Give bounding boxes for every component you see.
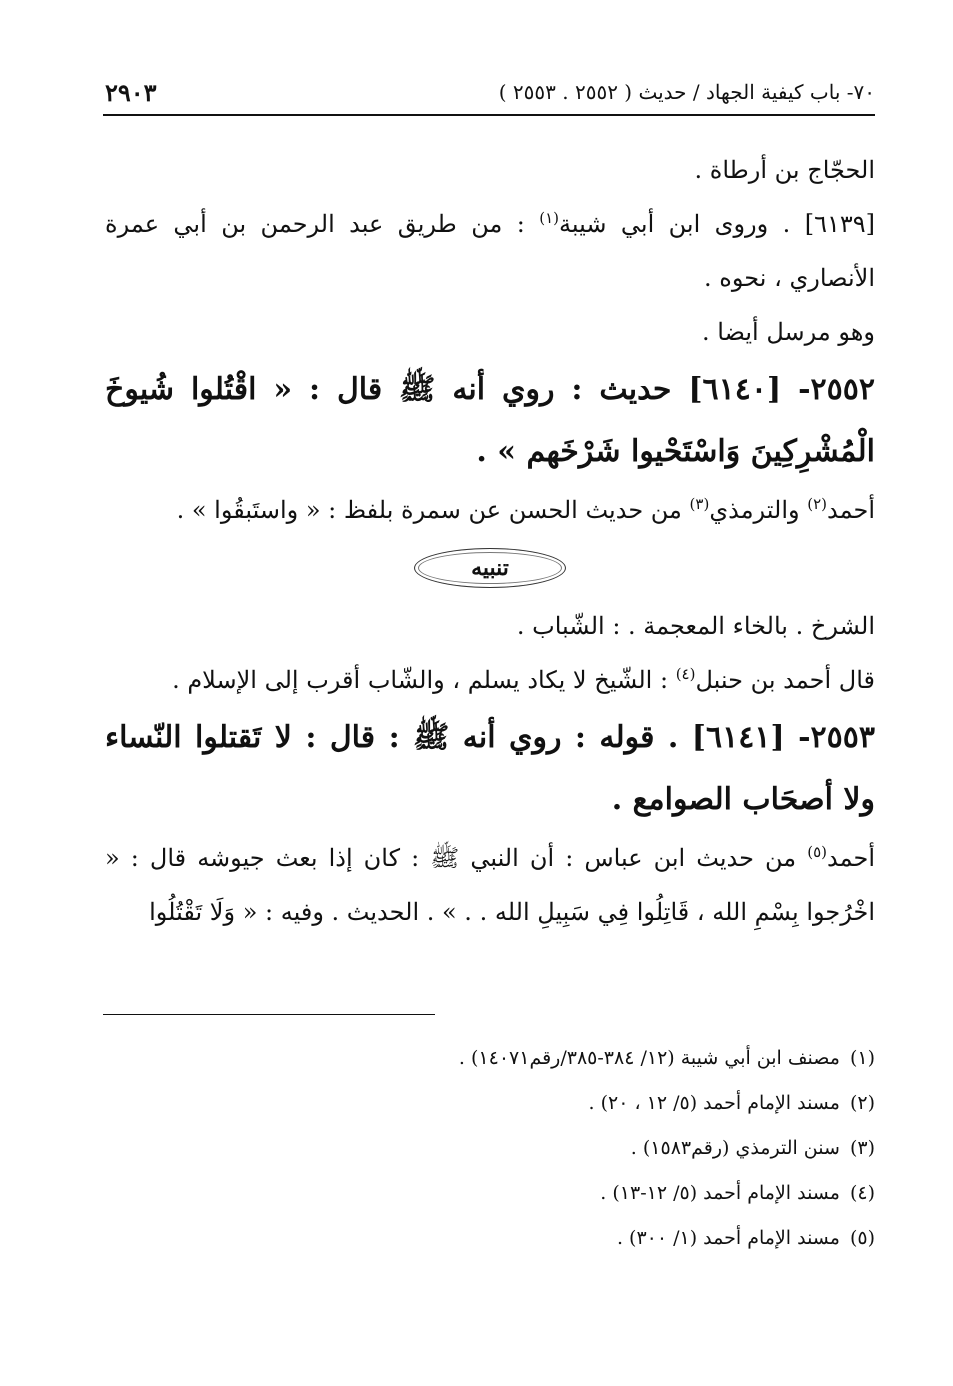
hadith-heading: ٢٥٥٣- [٦١٤١] . قوله : روي أنه ﷺ : قال : لا تَقتلوا النّساء ولا أصحَاب الصوامع . [105, 720, 875, 817]
running-title: ٧٠- باب كيفية الجهاد / حديث ( ٢٥٥٢ . ٢٥٥٣ ) [498, 80, 875, 104]
footnote: (١)مصنف ابن أبي شيبة (١٢/ ٣٨٤-٣٨٥/رقم١٤٠٧١) . [458, 1047, 875, 1069]
notice-label: تنبيه [414, 548, 566, 588]
page-header [105, 72, 875, 112]
main-text [105, 143, 875, 939]
footnote-ref[interactable]: (١) [539, 209, 560, 227]
paragraph: وهو مرسل أيضا . [701, 318, 875, 346]
footnote: (٣)سنن الترمذي (رقم١٥٨٣) . [630, 1137, 875, 1159]
footnote-ref[interactable]: (٥) [807, 843, 828, 861]
footnote-ref[interactable]: (٤) [675, 665, 696, 683]
footnote-ref[interactable]: (٣) [689, 495, 710, 513]
footnote-ref[interactable]: (٢) [807, 495, 828, 513]
paragraph: الشرخ . بالخاء المعجمة . : الشّباب . [516, 612, 875, 640]
footnote: (٤)مسند الإمام أحمد (٥/ ١٢-١٣) . [600, 1182, 875, 1204]
page-number: ٢٩٠٣ [105, 77, 157, 107]
footnote-rule [103, 1014, 435, 1015]
header-rule [103, 114, 875, 116]
footnote: (٥)مسند الإمام أحمد (١/ ٣٠٠) . [616, 1227, 875, 1249]
hadith-heading: ٢٥٥٢- [٦١٤٠] حديث : روي أنه ﷺ قال : « اقْتُلوا شُيوخَ الْمُشْرِكِينَ وَاسْتَحْيوا شَرْخَهم » . [105, 372, 875, 469]
paragraph: أحمد$^{(٢)}$ والترمذي$^{(٣)}$ من حديث الحسن عن سمرة بلفظ : « واستَبقُوا » . [176, 495, 875, 524]
paragraph: أحمد$^{(٥)}$ من حديث ابن عباس : أن النبي ﷺ : كان إذا بعث جيوشه قال : « اخْرُجوا بِسْمِ الله ، قَاتِلُوا فِي سَبِيلِ الله . . » . الحديث . وفيه : « وَلَا تَقْتُلُوا [105, 843, 875, 926]
paragraph: [٦١٣٩] . وروى ابن أبي شيبة$^{(١)}$ : من طريق عبد الرحمن بن أبي عمرة الأنصاري ، نحوه . [105, 209, 875, 292]
paragraph: قال أحمد بن حنبل$^{(٤)}$ : الشّيخ لا يكاد يسلم ، والشّاب أقرب إلى الإسلام . [172, 665, 875, 694]
footnotes [105, 1036, 875, 1261]
footnote: (٢)مسند الإمام أحمد (٥/ ١٢ ، ٢٠) . [588, 1092, 875, 1114]
notice-box [105, 537, 875, 599]
paragraph: الحجّاج بن أرطاة . [694, 156, 875, 184]
